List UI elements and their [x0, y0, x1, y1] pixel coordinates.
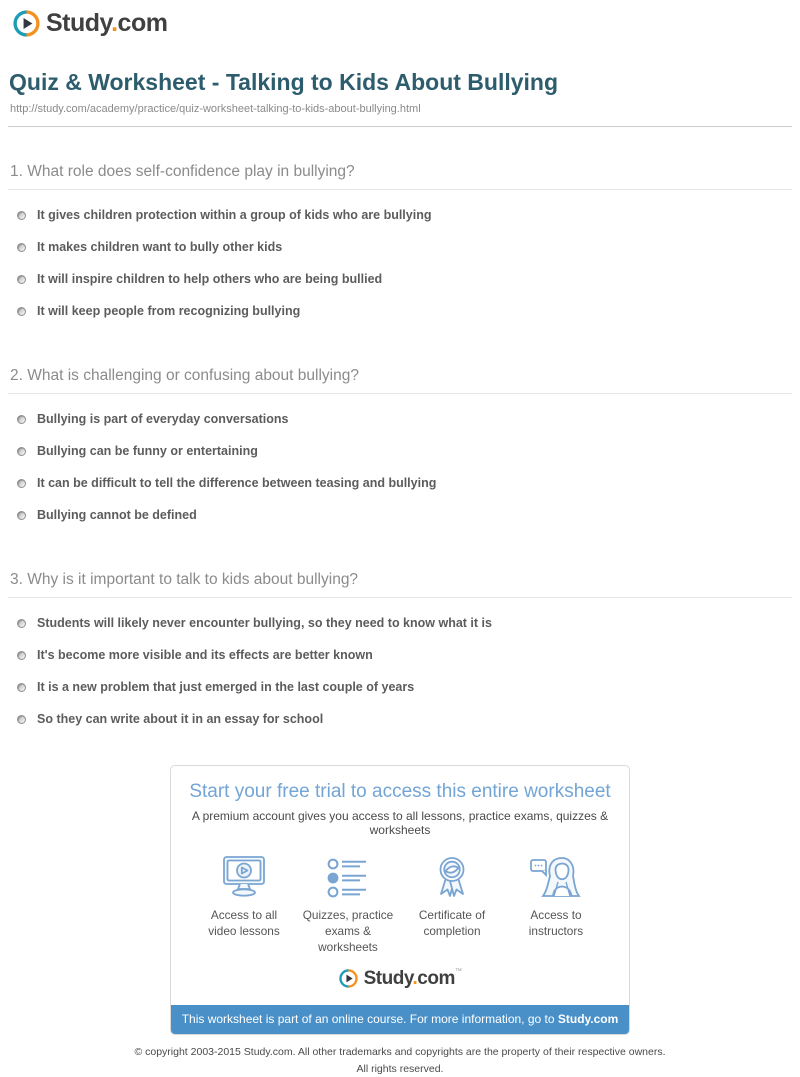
logo-wordmark: Study.com: [46, 9, 168, 37]
promo-heading: Start your free trial to access this entire worksheet: [189, 781, 611, 802]
option-label: It makes children want to bully other kids: [37, 240, 283, 254]
radio-button[interactable]: [17, 479, 26, 488]
question-1-option-3[interactable]: [8, 263, 792, 295]
question-2-option-4[interactable]: [8, 499, 792, 531]
question-3-option-4[interactable]: [8, 703, 792, 735]
question-2-option-3[interactable]: [8, 467, 792, 499]
promo-subtitle: A premium account gives you access to all lessons, practice exams, quizzes & worksheets: [191, 809, 609, 837]
question-1-option-2[interactable]: [8, 231, 792, 263]
banner-text: This worksheet is part of an online course. For more information, go to: [181, 1012, 558, 1027]
radio-button[interactable]: [17, 683, 26, 692]
option-label: It will keep people from recognizing bullying: [37, 304, 301, 318]
option-label: It will inspire children to help others who are being bullied: [37, 272, 383, 286]
option-label: It can be difficult to tell the difference between teasing and bullying: [37, 476, 437, 490]
radio-button[interactable]: [17, 619, 26, 628]
feature-label: Certificate of completion: [418, 908, 486, 938]
study-logo-small[interactable]: [339, 968, 462, 990]
option-label: It is a new problem that just emerged in the last couple of years: [37, 680, 415, 694]
free-trial-promo-box: [170, 765, 630, 1035]
radio-button[interactable]: [17, 715, 26, 724]
option-label: Students will likely never encounter bullying, so they need to know what it is: [37, 616, 492, 630]
quizzes-worksheets-icon: [297, 854, 399, 900]
option-label: Bullying can be funny or entertaining: [37, 444, 258, 458]
option-label: Bullying cannot be defined: [37, 508, 197, 522]
radio-button[interactable]: [17, 651, 26, 660]
copyright-line-1: © copyright 2003-2015 Study.com. All other trademarks and copyrights are the property of their respective owners.: [134, 1046, 666, 1059]
question-1-option-4[interactable]: [8, 295, 792, 327]
title-divider: [8, 126, 792, 127]
feature-list: [171, 854, 629, 956]
radio-button[interactable]: [17, 211, 26, 220]
question-2-option-1[interactable]: [8, 403, 792, 435]
page-title: Quiz & Worksheet - Talking to Kids About Bullying: [9, 69, 559, 95]
feature-video-lessons: [193, 854, 295, 956]
feature-certificate: [401, 854, 503, 956]
page-url: http://study.com/academy/practice/quiz-worksheet-talking-to-kids-about-bullying.html: [10, 103, 421, 115]
radio-button[interactable]: [17, 243, 26, 252]
radio-button[interactable]: [17, 275, 26, 284]
question-2-options: [8, 403, 792, 531]
question-3-option-1[interactable]: [8, 607, 792, 639]
question-3: [8, 571, 792, 735]
feature-quizzes-worksheets: [297, 854, 399, 956]
question-3-heading: 3. Why is it important to talk to kids about bullying?: [8, 571, 792, 598]
question-2-heading: 2. What is challenging or confusing about bullying?: [8, 367, 792, 394]
question-3-option-2[interactable]: [8, 639, 792, 671]
question-1: [8, 163, 792, 327]
option-label: Bullying is part of everyday conversations: [37, 412, 289, 426]
radio-button[interactable]: [17, 447, 26, 456]
instructors-icon: [505, 854, 607, 900]
radio-button[interactable]: [17, 307, 26, 316]
promo-logo-row: [171, 968, 629, 994]
header: [0, 0, 800, 42]
question-1-option-1[interactable]: [8, 199, 792, 231]
feature-label: Access to all video lessons: [208, 908, 280, 938]
video-lessons-icon: [193, 854, 295, 900]
play-logo-icon: [339, 969, 358, 988]
feature-instructors: [505, 854, 607, 956]
course-info-banner: [171, 1005, 629, 1034]
logo-wordmark: Study.com™: [363, 967, 462, 989]
option-label: It gives children protection within a group of kids who are bullying: [37, 208, 432, 222]
radio-button[interactable]: [17, 511, 26, 520]
question-3-option-3[interactable]: [8, 671, 792, 703]
question-1-options: [8, 199, 792, 327]
question-2: [8, 367, 792, 531]
question-3-options: [8, 607, 792, 735]
certificate-icon: [401, 854, 503, 900]
option-label: It's become more visible and its effects are better known: [37, 648, 373, 662]
feature-label: Quizzes, practice exams & worksheets: [302, 908, 394, 954]
radio-button[interactable]: [17, 415, 26, 424]
banner-studycom-link[interactable]: Study.com: [557, 1012, 619, 1027]
copyright-footer: [0, 1044, 800, 1077]
option-label: So they can write about it in an essay for school: [37, 712, 324, 726]
copyright-line-2: All rights reserved.: [356, 1062, 444, 1075]
feature-label: Access to instructors: [528, 908, 584, 938]
study-logo[interactable]: [13, 9, 167, 38]
question-2-option-2[interactable]: [8, 435, 792, 467]
question-1-heading: 1. What role does self-confidence play in bullying?: [8, 163, 792, 190]
play-logo-icon: [13, 10, 40, 37]
